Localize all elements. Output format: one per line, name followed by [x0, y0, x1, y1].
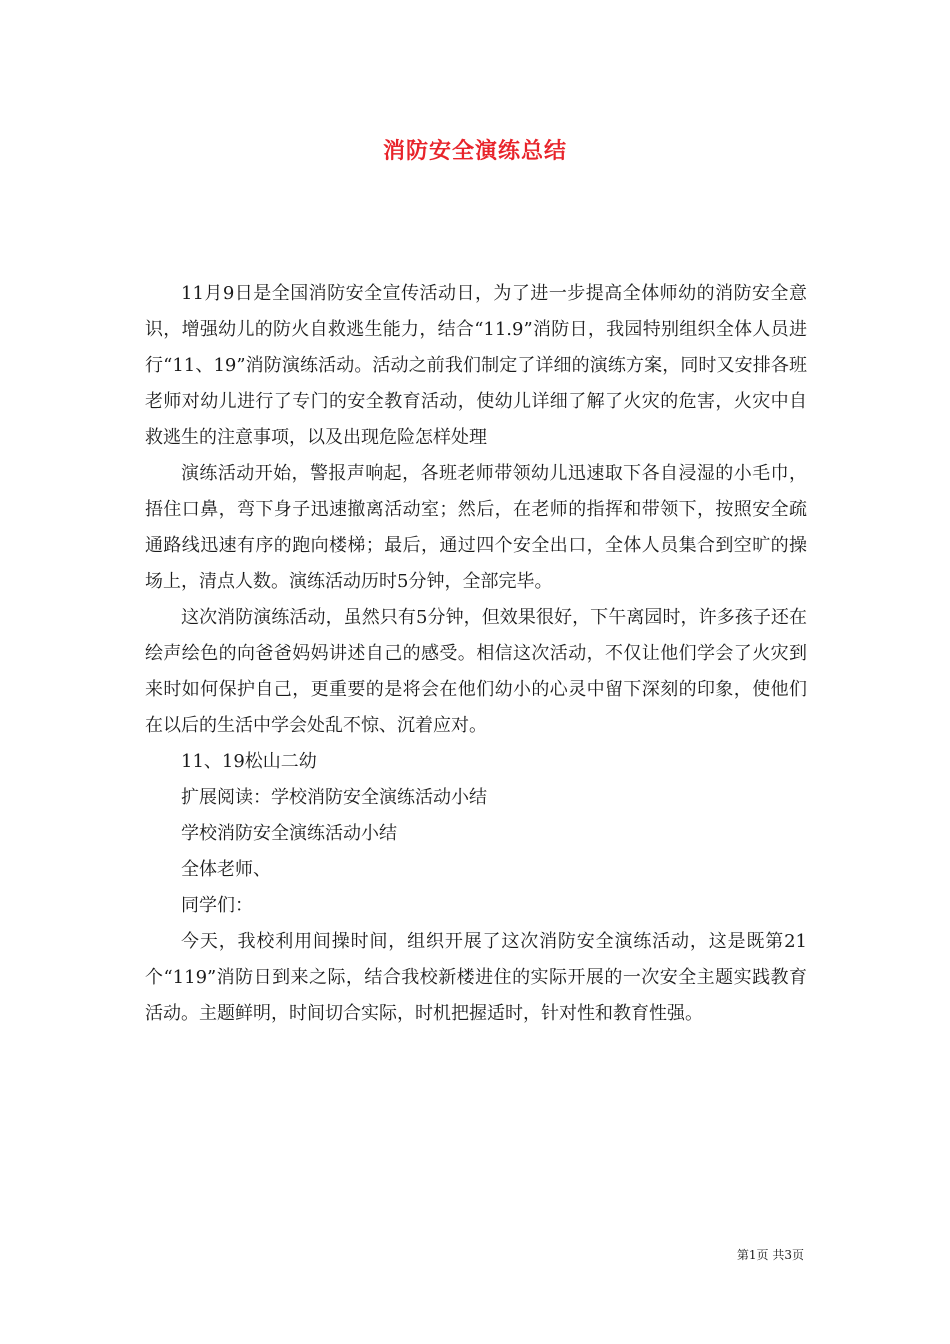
paragraph-drill-process: 演练活动开始，警报声响起，各班老师带领幼儿迅速取下各自浸湿的小毛巾，捂住口鼻，弯下身子迅速撤离活动室；然后，在老师的指挥和带领下，按照安全疏通路线迅速有序的跑向楼梯；最后，通过四个安全出口，全体人员集合到空旷的操场上，清点人数。演练活动历时5分钟，全部完毕。 — [145, 463, 807, 592]
page-number: 第1页 共3页 — [736, 1248, 804, 1262]
paragraph-salutation-teachers: 全体老师、 — [181, 859, 271, 880]
paragraph-school-drill: 今天，我校利用间操时间，组织开展了这次消防安全演练活动，这是既第21个“119”消防日到来之际，结合我校新楼进住的实际开展的一次安全主题实践教育活动。主题鲜明，时间切合实际，时机把握适时，针对性和教育性强。 — [145, 931, 807, 1024]
paragraph-signature: 11、19松山二幼 — [181, 751, 317, 772]
document-body — [145, 276, 807, 1032]
paragraph-intro: 11月9日是全国消防安全宣传活动日，为了进一步提高全体师幼的消防安全意识，增强幼儿的防火自救逃生能力，结合“11.9”消防日，我园特别组织全体人员进行“11、19”消防演练活动。活动之前我们制定了详细的演练方案，同时又安排各班老师对幼儿进行了专门的安全教育活动，使幼儿详细了解了火灾的危害，火灾中自救逃生的注意事项，以及出现危险怎样处理 — [145, 283, 807, 448]
document-title: 消防安全演练总结 — [382, 138, 567, 164]
paragraph-subtitle: 学校消防安全演练活动小结 — [181, 823, 397, 844]
paragraph-salutation-students: 同学们： — [181, 895, 253, 916]
paragraph-extended-reading: 扩展阅读：学校消防安全演练活动小结 — [181, 787, 487, 808]
paragraph-drill-effect: 这次消防演练活动，虽然只有5分钟，但效果很好，下午离园时，许多孩子还在绘声绘色的向爸爸妈妈讲述自己的感受。相信这次活动，不仅让他们学会了火灾到来时如何保护自己，更重要的是将会在他们幼小的心灵中留下深刻的印象，使他们在以后的生活中学会处乱不惊、沉着应对。 — [145, 607, 807, 736]
